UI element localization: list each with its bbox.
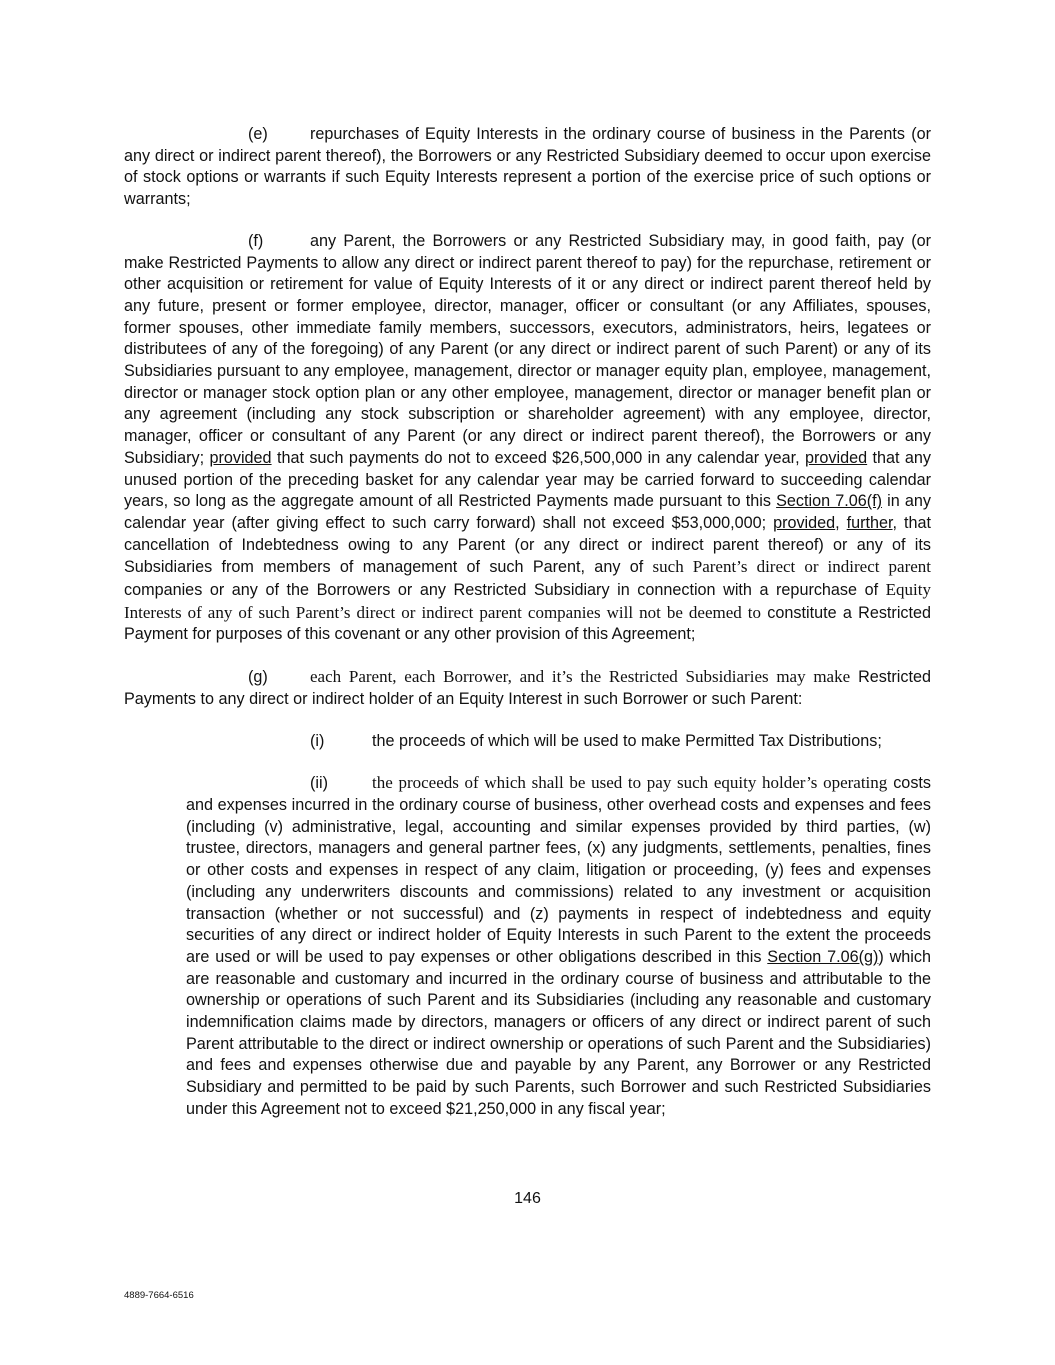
clause-f-text-7: companies or any of the Borrowers or any Restricted Subsidiary in connection with a repurchase of	[124, 581, 886, 600]
document-id: 4889-7664-6516	[124, 1290, 194, 1301]
provided-term: provided	[209, 448, 272, 467]
clause-g-ii-text-2: ) which are reasonable and customary and incurred in the ordinary course of business and attributable to the ownership or operations of such Parent and its Subsidiaries (including any reasonable and customary indemnification claims made by directors, managers or officers of any direct or indirect parent of such Parent attributable to the direct or indirect ownership or operations of such Parent and the Subsidiaries) and fees and expenses otherwise due and payable by any Parent, any Borrower or any Restricted Subsidiary and permitted to be paid by such Parents, such Borrower and such Restricted Subsidiaries under this Agreement not to exceed $21,250,000 in any fiscal year;	[186, 947, 931, 1118]
clause-f-text-3: that any unused portion of the preceding basket for any calendar year may be carried forward to succeeding calendar years, so long as the aggregate amount of all Restricted Payments made pursuant to this	[124, 448, 932, 511]
clause-g-text: Restricted Payments to any direct or indirect holder of an Equity Interest in such Borrower or such Parent:	[124, 668, 931, 708]
document-body	[124, 124, 931, 1121]
clause-g-ii-label: (ii)	[310, 774, 328, 793]
clause-f-text-6: such Parent’s direct or indirect parent	[652, 557, 931, 577]
page-number: 146	[514, 1190, 541, 1207]
clause-f-text-5: , that cancellation of Indebtedness owing to any Parent (or any direct or indirect parent thereof) or any of its Subsidiaries from members of management of such Parent, any of	[124, 513, 931, 577]
section-reference: Section 7.06(g)	[767, 947, 879, 966]
provided-term: provided	[773, 513, 836, 532]
clause-g-text-serif: each Parent, each Borrower, and it’s the Restricted Subsidiaries may make	[310, 667, 851, 687]
section-reference: Section 7.06(f)	[776, 492, 883, 511]
clause-f-label: (f)	[248, 231, 264, 250]
clause-f-text-2: that such payments do not to exceed $26,500,000 in any calendar year,	[271, 448, 806, 467]
clause-g-i-text: the proceeds of which will be used to make Permitted Tax Distributions;	[372, 731, 882, 750]
clause-f-comma: ,	[835, 513, 847, 532]
clause-g-ii-text-serif: the proceeds of which shall be used to pay such equity holder’s operating	[372, 773, 888, 793]
further-term: further	[846, 513, 893, 532]
clause-g-label: (g)	[248, 668, 268, 687]
clause-g-ii-text-1: costs and expenses incurred in the ordinary course of business, other overhead costs and expenses and fees (including (v) administrative, legal, accounting and similar expenses provided by third parties, (w) trustee, directors, managers and general partner fees, (x) any judgments, settlements, penalties, fines or other costs and expenses in respect of any claim, litigation or proceeding, (y) fees and expenses (including any underwriters discounts and commissions) related to any investment or acquisition transaction (whether or not successful) and (z) payments in respect of indebtedness and equity securities of any direct or indirect holder of Equity Interests in such Parent to the extent the proceeds are used or will be used to pay expenses or other obligations described in this	[186, 774, 931, 966]
clause-g	[124, 666, 931, 710]
clause-f	[124, 231, 931, 646]
provided-term: provided	[805, 448, 868, 467]
clause-g-i-label: (i)	[310, 731, 325, 750]
clause-g-i	[186, 731, 931, 753]
clause-f-text-8: Equity Interests of any of such Parent’s direct or indirect parent companies will not be deemed to	[124, 580, 931, 622]
clause-f-text-4: in any calendar year (after giving effect to such carry forward) shall not exceed $53,000,000;	[124, 492, 931, 532]
clause-f-text-1: any Parent, the Borrowers or any Restricted Subsidiary may, in good faith, pay (or make Restricted Payments to allow any direct or indirect parent thereof to pay) for the repurchase, retirement or other acquisition or retirement for value of Equity Interests of it or any direct or indirect parent thereof held by any future, present or former employee, director, manager, officer or consultant (or any Affiliates, spouses, former spouses, other immediate family members, successors, executors, administrators, heirs, legatees or distributees of any of the foregoing) of any Parent (or any direct or indirect parent of such Parent) or any of its Subsidiaries pursuant to any employee, management, director or manager equity plan, employee, management, director or manager stock option plan or any other employee, management, director or manager benefit plan or any agreement (including any stock subscription or shareholder agreement) with any employee, director, manager, officer or consultant of any Parent (or any direct or indirect parent thereof), the Borrowers or any Subsidiary;	[124, 231, 931, 467]
clause-e	[124, 124, 931, 211]
clause-e-label: (e)	[248, 125, 268, 143]
clause-g-ii	[186, 772, 931, 1120]
clause-e-text: repurchases of Equity Interests in the ordinary course of business in the Parents (or any direct or indirect parent thereof), the Borrowers or any Restricted Subsidiary deemed to occur upon exercise of stock options or warrants if such Equity Interests represent a portion of the exercise price of such options or warrants;	[124, 125, 931, 209]
clause-f-text-9: constitute a Restricted Payment for purposes of this covenant or any other provision of this Agreement;	[124, 603, 932, 644]
